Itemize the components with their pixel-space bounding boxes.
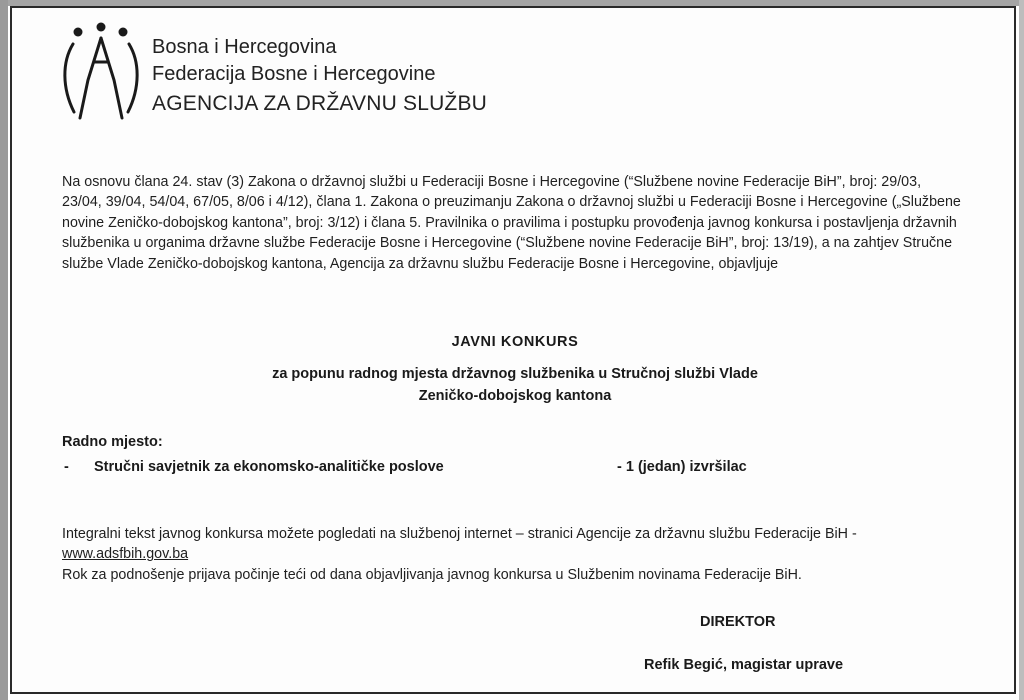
deadline-text: Rok za podnošenje prijava počinje teći od dana objavljivanja javnog konkursa u Službenim novinama Federacije BiH. [62,566,802,583]
intro-paragraph: Na osnovu člana 24. stav (3) Zakona o državnoj službi u Federaciji Bosne i Hercegovine (“Službene novine Federacije BiH”, broj: 29/03, 23/04, 39/04, 54/04, 67/05, 8/06 i 4/12), člana 1. Zakona o preuzimanju Zakona o državnoj službi u Federaciji Bosne i Hercegovine („Službene novine Zeničko-dobojskog kantona”, broj: 3/12) i člana 5. Pravilnika o pravilima i postupku provođenja javnog konkursa i postavljenja državnih službenika u organima državne službe Federacije Bosne i Hercegovine (“Službene novine Federacije BiH”, broj: 13/19), a na zahtjev Stručne službe Vlade Zeničko-dobojskog kantona, Agencija za državnu službu Federacije Bosne i Hercegovine, objavljuje [62,174,961,272]
footer-paragraph [62,524,962,585]
header [60,22,580,132]
announcement-purpose-line2: Zeničko-dobojskog kantona [418,388,612,404]
background-strip-right [1019,0,1024,700]
agency-logo-icon [60,22,142,126]
position-count: - 1 (jedan) izvršilac [617,459,747,475]
footer-text: Integralni tekst javnog konkursa možete pogledati na službenoj internet – stranici Agencije za državnu službu Federacije BiH - [62,526,857,542]
background-strip-left [0,0,8,700]
announcement-title: JAVNI KONKURS [451,334,579,350]
position-title: Stručni savjetnik za ekonomsko-analitičke poslove [94,459,444,475]
position-heading: Radno mjesto: [62,434,163,450]
position-bullet: - [64,459,69,475]
agency-name: AGENCIJA ZA DRŽAVNU SLUŽBU [152,92,488,115]
organization-name [152,34,487,117]
position-row [62,459,962,481]
federation-name: Federacija Bosne i Hercegovine [152,63,436,85]
signature-name: Refik Begić, magistar uprave [644,657,844,673]
announcement-box [10,6,1016,694]
website-link[interactable]: www.adsfbih.gov.ba [62,546,189,563]
signature-role: DIREKTOR [700,614,776,630]
announcement-purpose-line1: za popunu radnog mjesta državnog službenika u Stručnoj službi Vlade [272,366,758,382]
country-name: Bosna i Hercegovina [152,36,337,58]
